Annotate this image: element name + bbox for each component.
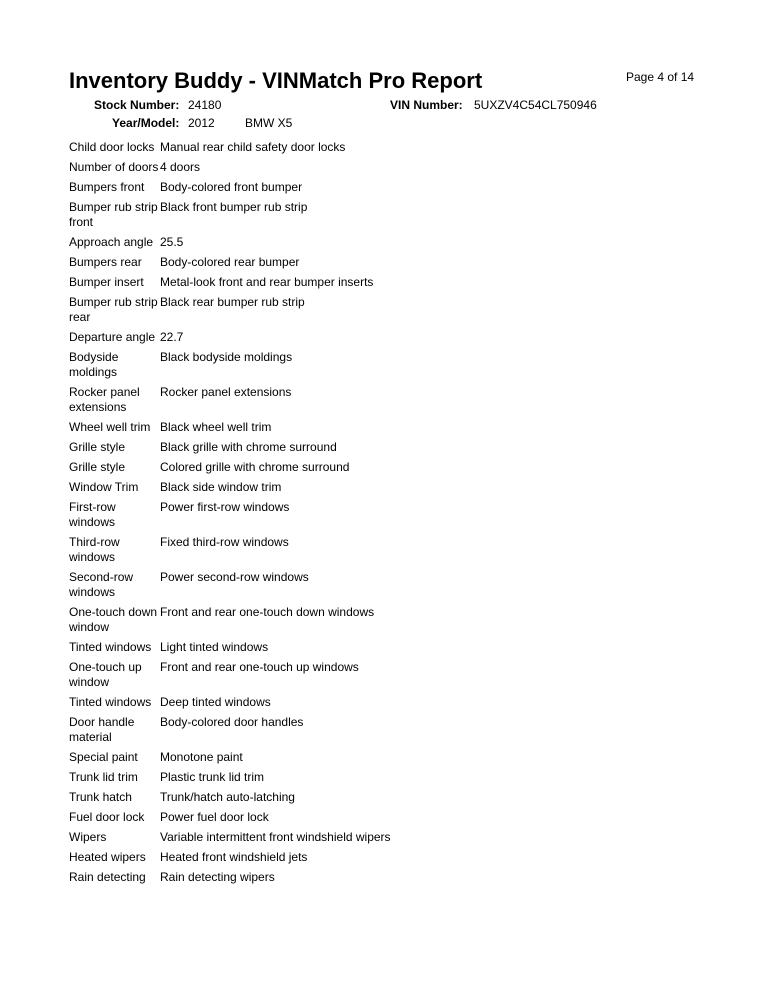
stock-number-label: Stock Number: bbox=[94, 98, 180, 112]
spec-key: Wheel well trim bbox=[69, 420, 151, 434]
spec-value: Plastic trunk lid trim bbox=[160, 770, 265, 784]
spec-value: Front and rear one-touch up windows bbox=[160, 660, 359, 674]
spec-key: Trunk lid trim bbox=[69, 770, 138, 784]
spec-row bbox=[69, 350, 489, 385]
spec-row bbox=[69, 570, 489, 605]
spec-value: Black bodyside moldings bbox=[160, 350, 293, 364]
spec-value: 25.5 bbox=[160, 235, 184, 249]
spec-key: Bodyside moldings bbox=[69, 350, 119, 379]
spec-key: Rocker panel extensions bbox=[69, 385, 140, 414]
spec-value: Body-colored rear bumper bbox=[160, 255, 300, 269]
spec-row bbox=[69, 810, 489, 830]
spec-value: Front and rear one-touch down windows bbox=[160, 605, 375, 619]
spec-value: Manual rear child safety door locks bbox=[160, 140, 346, 154]
spec-key: Grille style bbox=[69, 460, 126, 474]
spec-key: Bumper insert bbox=[69, 275, 144, 289]
spec-value: Trunk/hatch auto-latching bbox=[160, 790, 295, 804]
spec-row bbox=[69, 330, 489, 350]
spec-key: Door handle material bbox=[69, 715, 135, 744]
spec-value: 4 doors bbox=[160, 160, 201, 174]
spec-row bbox=[69, 200, 489, 235]
spec-key: Child door locks bbox=[69, 140, 155, 154]
spec-key: Bumper rub strip rear bbox=[69, 295, 158, 324]
year-value: 2012 bbox=[188, 116, 215, 130]
spec-row bbox=[69, 770, 489, 790]
spec-row bbox=[69, 605, 489, 640]
spec-row bbox=[69, 255, 489, 275]
spec-row bbox=[69, 385, 489, 420]
spec-value: Fixed third-row windows bbox=[160, 535, 289, 549]
spec-value: Black grille with chrome surround bbox=[160, 440, 337, 454]
spec-key: Window Trim bbox=[69, 480, 139, 494]
spec-value: Black side window trim bbox=[160, 480, 282, 494]
spec-key: Departure angle bbox=[69, 330, 156, 344]
spec-row bbox=[69, 295, 489, 330]
spec-value: Variable intermittent front windshield wipers bbox=[160, 830, 391, 844]
spec-key: Approach angle bbox=[69, 235, 154, 249]
spec-key: Bumpers rear bbox=[69, 255, 142, 269]
spec-key: Tinted windows bbox=[69, 695, 152, 709]
spec-key: Wipers bbox=[69, 830, 107, 844]
spec-row bbox=[69, 420, 489, 440]
spec-row bbox=[69, 790, 489, 810]
spec-value: 22.7 bbox=[160, 330, 184, 344]
vin-number-value: 5UXZV4C54CL750946 bbox=[474, 98, 597, 112]
spec-key: Special paint bbox=[69, 750, 138, 764]
spec-row bbox=[69, 180, 489, 200]
model-value: BMW X5 bbox=[245, 116, 293, 130]
spec-key: Bumper rub strip front bbox=[69, 200, 158, 229]
spec-row bbox=[69, 275, 489, 295]
spec-key: Bumpers front bbox=[69, 180, 145, 194]
spec-value: Colored grille with chrome surround bbox=[160, 460, 350, 474]
spec-value: Deep tinted windows bbox=[160, 695, 271, 709]
stock-number-value: 24180 bbox=[188, 98, 222, 112]
spec-value: Metal-look front and rear bumper inserts bbox=[160, 275, 374, 289]
spec-value: Power fuel door lock bbox=[160, 810, 269, 824]
spec-row bbox=[69, 440, 489, 460]
spec-row bbox=[69, 160, 489, 180]
page-number: Page 4 of 14 bbox=[626, 70, 695, 84]
spec-key: Third-row windows bbox=[69, 535, 120, 564]
year-model-label: Year/Model: bbox=[112, 116, 180, 130]
spec-row bbox=[69, 750, 489, 770]
vin-number-label: VIN Number: bbox=[390, 98, 463, 112]
spec-row bbox=[69, 850, 489, 870]
spec-value: Power first-row windows bbox=[160, 500, 290, 514]
report-title: Inventory Buddy - VINMatch Pro Report bbox=[69, 68, 483, 93]
spec-row bbox=[69, 460, 489, 480]
spec-key: First-row windows bbox=[69, 500, 116, 529]
spec-key: Tinted windows bbox=[69, 640, 152, 654]
spec-row bbox=[69, 480, 489, 500]
spec-value: Black rear bumper rub strip bbox=[160, 295, 305, 309]
spec-key: One-touch down window bbox=[69, 605, 158, 634]
spec-value: Body-colored front bumper bbox=[160, 180, 303, 194]
spec-row bbox=[69, 830, 489, 850]
spec-row bbox=[69, 500, 489, 535]
spec-value: Rain detecting wipers bbox=[160, 870, 275, 884]
spec-key: Number of doors bbox=[69, 160, 159, 174]
spec-row bbox=[69, 640, 489, 660]
spec-row bbox=[69, 870, 489, 890]
spec-key: Trunk hatch bbox=[69, 790, 132, 804]
spec-row bbox=[69, 235, 489, 255]
spec-row bbox=[69, 715, 489, 750]
spec-table bbox=[69, 140, 489, 890]
spec-value: Rocker panel extensions bbox=[160, 385, 292, 399]
spec-value: Black front bumper rub strip bbox=[160, 200, 308, 214]
spec-key: One-touch up window bbox=[69, 660, 142, 689]
spec-value: Heated front windshield jets bbox=[160, 850, 308, 864]
spec-value: Body-colored door handles bbox=[160, 715, 304, 729]
spec-value: Black wheel well trim bbox=[160, 420, 272, 434]
spec-value: Power second-row windows bbox=[160, 570, 309, 584]
spec-row bbox=[69, 660, 489, 695]
spec-value: Monotone paint bbox=[160, 750, 243, 764]
spec-row bbox=[69, 140, 489, 160]
spec-row bbox=[69, 535, 489, 570]
spec-key: Heated wipers bbox=[69, 850, 146, 864]
spec-row bbox=[69, 695, 489, 715]
spec-key: Rain detecting bbox=[69, 870, 146, 884]
spec-key: Grille style bbox=[69, 440, 126, 454]
spec-key: Fuel door lock bbox=[69, 810, 145, 824]
spec-value: Light tinted windows bbox=[160, 640, 269, 654]
spec-key: Second-row windows bbox=[69, 570, 134, 599]
